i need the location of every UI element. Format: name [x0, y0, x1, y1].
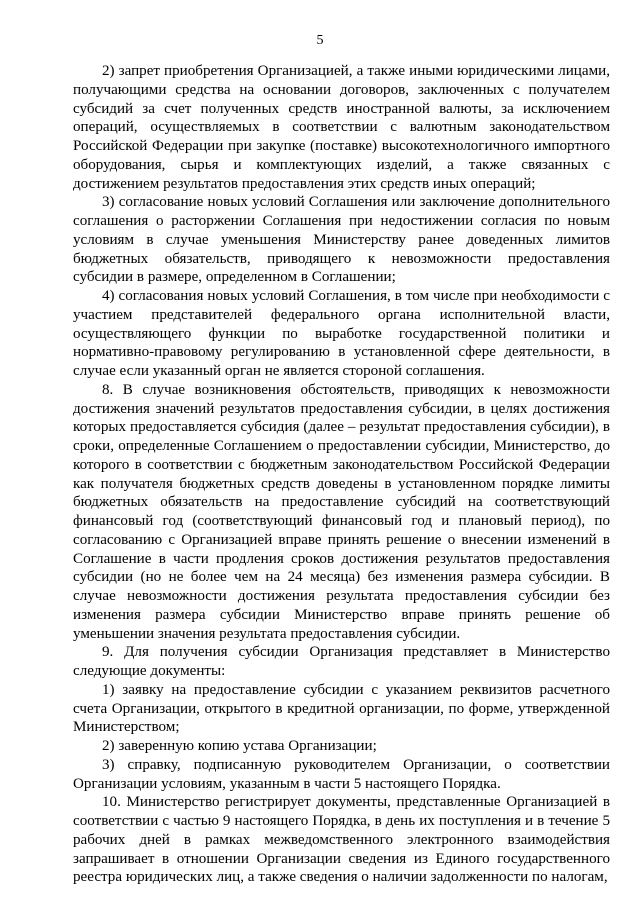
paragraph-section-9-item-2: 2) заверенную копию устава Организации;	[102, 738, 377, 754]
paragraph-item-2-prohibition: 2) запрет приобретения Организацией, а также иными юридическими лицами, получающими средства на основании договоров, заключенных с получателем субсидий за счет полученных средств иностранной валюты, за исключением операций, осуществляемых в соответствии с валютным законодательством Российской Федерации при закупке (поставке) высокотехнологичного импортного оборудования, сырья и комплектующих изделий, а также связанных с достижением результатов предоставления этих средств иных операций;	[73, 63, 610, 192]
paragraph-item-3-agreement-conditions: 3) согласование новых условий Соглашения или заключение дополнительного соглашения о расторжении Соглашения при недостижении согласия по новым условиям в случае уменьшения Министерству ранее доведенных лимитов бюджетных обязательств, приводящего к невозможности предоставления субсидии в размере, определенном в Соглашении;	[73, 194, 610, 286]
page-number: 5	[316, 33, 324, 48]
paragraph-section-9-item-3: 3) справку, подписанную руководителем Организации, о соответствии Организации условиям, указанным в части 5 настоящего Порядка.	[73, 756, 610, 792]
document-body	[73, 62, 610, 887]
paragraph-section-9-item-1: 1) заявку на предоставление субсидии с указанием реквизитов расчетного счета Организации, открытого в кредитной организации, по форме, утвержденной Министерством;	[73, 681, 610, 736]
paragraph-section-9: 9. Для получения субсидии Организация представляет в Министерство следующие документы:	[73, 644, 610, 679]
paragraph-item-4-new-conditions: 4) согласования новых условий Соглашения, в том числе при необходимости с участием представителей федерального органа исполнительной власти, осуществляющего функции по выработке государственной политики и нормативно-правовому регулированию в установленной сфере деятельности, в случае если указанный орган не является стороной соглашения.	[73, 288, 610, 379]
paragraph-section-8: 8. В случае возникновения обстоятельств, приводящих к невозможности достижения значений результатов предоставления субсидии, в целях достижения которых предоставляется субсидия (далее – результат предоставления субсидии), в сроки, определенные Соглашением о предоставлении субсидии, Министерство, до которого в соответствии с бюджетным законодательством Российской Федерации как получателя бюджетных средств доведены в установленном порядке лимиты бюджетных обязательств на предоставление субсидий на соответствующий финансовый год (соответствующий финансовый год и плановый период), по согласованию с Организацией вправе принять решение о внесении изменений в Соглашение в части продления сроков достижения результатов предоставления субсидии (но не более чем на 24 месяца) без изменения размера субсидии. В случае невозможности достижения результата предоставления субсидии без изменения размера субсидии Министерство вправе принять решение об уменьшении значения результата предоставления субсидии.	[73, 381, 610, 642]
paragraph-section-10: 10. Министерство регистрирует документы, представленные Организацией в соответствии с частью 9 настоящего Порядка, в день их поступления и в течение 5 рабочих дней в рамках межведомственного электронного взаимодействия запрашивает в отношении Организации сведения из Единого государственного реестра юридических лиц, а также сведения о наличии задолженности по налогам,	[73, 794, 610, 886]
